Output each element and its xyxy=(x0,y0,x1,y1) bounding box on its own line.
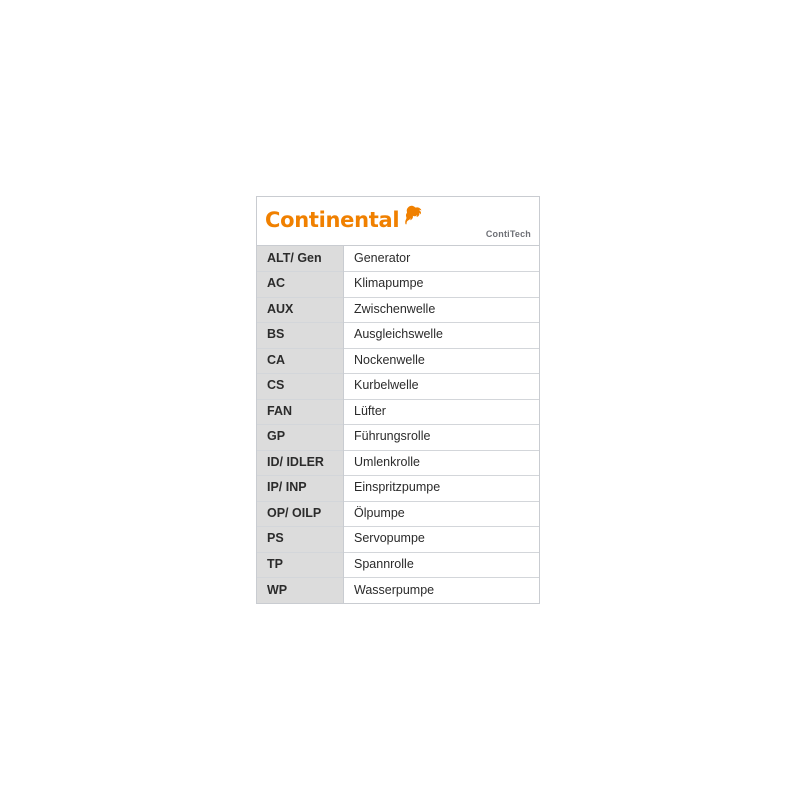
term-cell: Ausgleichswelle xyxy=(344,323,540,349)
abbr-cell: OP/ OILP xyxy=(257,501,344,527)
abbr-cell: FAN xyxy=(257,399,344,425)
abbr-cell: ALT/ Gen xyxy=(257,246,344,272)
table-row xyxy=(257,297,539,323)
brand-header xyxy=(257,197,539,246)
abbr-cell: ID/ IDLER xyxy=(257,450,344,476)
table-row xyxy=(257,450,539,476)
abbreviation-legend-card xyxy=(256,196,540,604)
brand-wordmark: Continental xyxy=(265,208,400,232)
table-row xyxy=(257,527,539,553)
sub-brand-label: ContiTech xyxy=(485,229,531,239)
term-cell: Zwischenwelle xyxy=(344,297,540,323)
table-row xyxy=(257,552,539,578)
table-row xyxy=(257,501,539,527)
term-cell: Spannrolle xyxy=(344,552,540,578)
abbr-cell: CA xyxy=(257,348,344,374)
continental-logo xyxy=(265,205,423,231)
abbr-cell: BS xyxy=(257,323,344,349)
term-cell: Ölpumpe xyxy=(344,501,540,527)
term-cell: Kurbelwelle xyxy=(344,374,540,400)
term-cell: Führungsrolle xyxy=(344,425,540,451)
abbr-cell: AC xyxy=(257,272,344,298)
term-cell: Wasserpumpe xyxy=(344,578,540,604)
table-row xyxy=(257,399,539,425)
table-row xyxy=(257,425,539,451)
abbr-cell: CS xyxy=(257,374,344,400)
table-row xyxy=(257,476,539,502)
term-cell: Umlenkrolle xyxy=(344,450,540,476)
term-cell: Lüfter xyxy=(344,399,540,425)
term-cell: Einspritzpumpe xyxy=(344,476,540,502)
term-cell: Servopumpe xyxy=(344,527,540,553)
horse-logo-icon xyxy=(401,205,423,230)
table-row xyxy=(257,272,539,298)
abbr-cell: GP xyxy=(257,425,344,451)
abbreviation-table xyxy=(257,246,539,603)
table-row xyxy=(257,323,539,349)
term-cell: Klimapumpe xyxy=(344,272,540,298)
table-row xyxy=(257,374,539,400)
table-row xyxy=(257,246,539,272)
table-row xyxy=(257,348,539,374)
term-cell: Generator xyxy=(344,246,540,272)
table-row xyxy=(257,578,539,604)
abbr-cell: WP xyxy=(257,578,344,604)
term-cell: Nockenwelle xyxy=(344,348,540,374)
abbr-cell: PS xyxy=(257,527,344,553)
abbreviation-table-body xyxy=(257,246,539,603)
abbr-cell: IP/ INP xyxy=(257,476,344,502)
abbr-cell: TP xyxy=(257,552,344,578)
abbr-cell: AUX xyxy=(257,297,344,323)
